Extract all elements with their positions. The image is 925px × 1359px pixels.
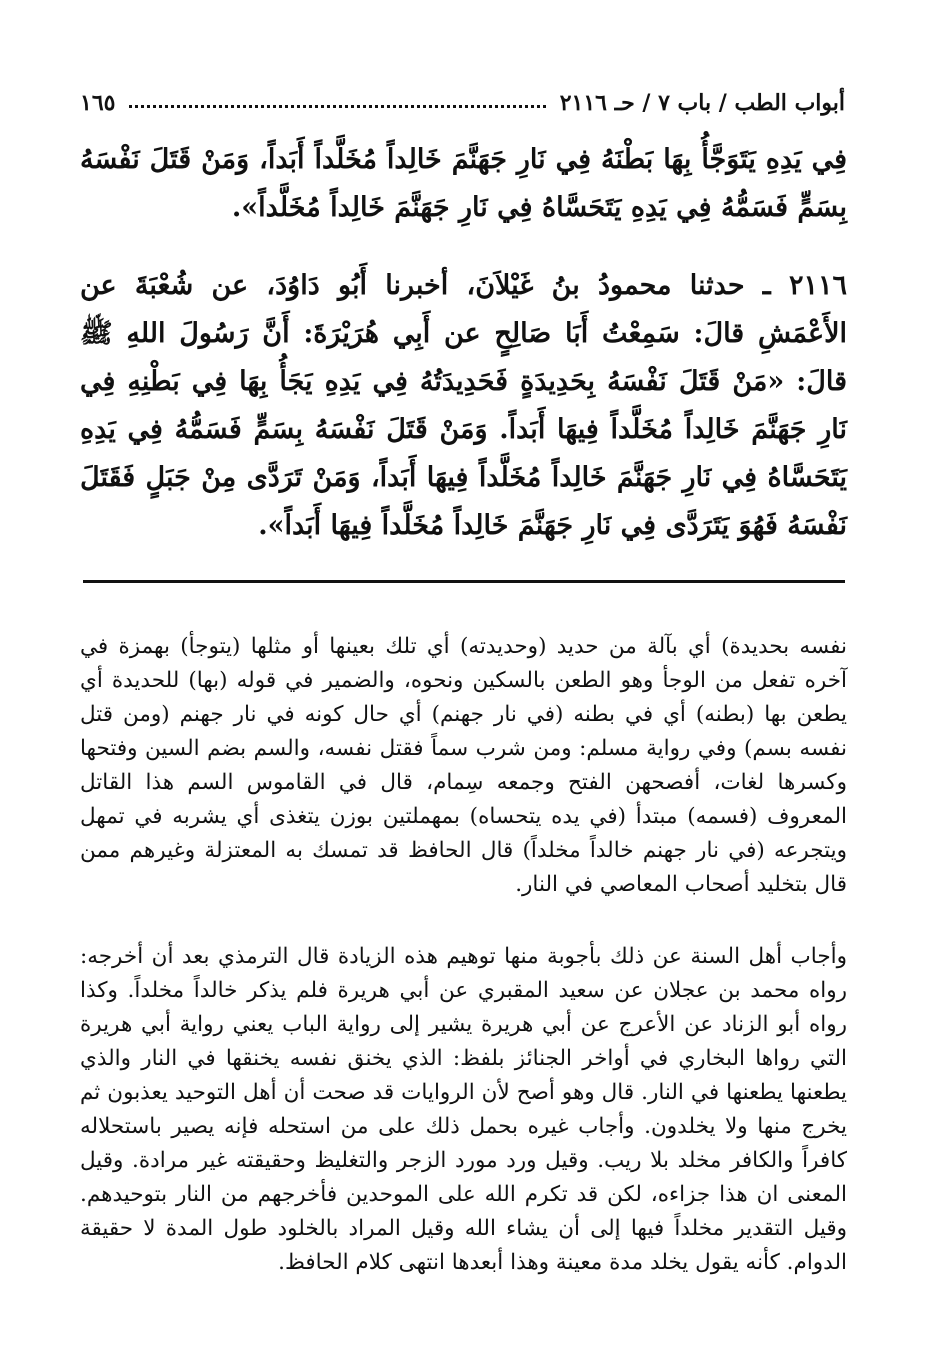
footnote-paragraph: وأجاب أهل السنة عن ذلك بأجوبة منها توهيم هذه الزيادة قال الترمذي بعد أن أخرجه: رواه محمد بن عجلان عن سعيد المقبري عن أبي هريرة فلم يذكر خالداً مخلداً. وكذا رواه أبو الزناد عن الأعرج عن أبي هريرة يشير إلى رواية الباب يعني رواية أبي هريرة التي رواها البخاري في أواخر الجنائز بلفظ: الذي يخنق نفسه يخنقها في النار والذي يطعنها يطعنها في النار. قال وهو أصح لأن الروايات قد صحت أن أهل التوحيد يعذبون ثم يخرج منها ولا يخلدون. وأجاب غيره بحمل ذلك على من استحله فإنه يصير باستحلاله كافراً والكافر مخلد بلا ريب. وقيل ورد مورد الزجر والتغليظ وحقيقته غير مرادة. وقيل المعنى ان هذا جزاءه، لكن قد تكرم الله على الموحدين فأخرجهم من النار بتوحيدهم. وقيل التقدير مخلداً فيها إلى أن يشاء الله وقيل المراد بالخلود طول المدة لا حقيقة الدوام. كأنه يقول يخلد مدة معينة وهذا أبعدها انتهى كلام الحافظ. — [80, 944, 847, 1275]
hadith-number: ٢١١٦ — [788, 270, 847, 301]
footnote-block-2 — [80, 940, 847, 1280]
hadith-text: ـ حدثنا محمودُ بنُ غَيْلاَنَ، أخبرنا أَبُو دَاوُدَ، عن شُعْبَةَ عن الأَعْمَشِ قالَ: سَمِعْتُ أَبَا صَالِحٍ عن أَبِي هُرَيْرَةَ: أَنَّ رَسُولَ اللهِ ﷺ قالَ: «مَنْ قَتَلَ نَفْسَهُ بِحَدِيدَةٍ فَحَدِيدَتُهُ فِي يَدِهِ يَجَأُ بِهَا فِي بَطْنِهِ فِي نَارِ جَهَنَّمَ خَالِداً مُخَلَّداً فِيهَا أَبَداً. وَمَنْ قَتَلَ نَفْسَهُ بِسَمٍّ فَسَمُّهُ فِي يَدِهِ يَتَحَسَّاهُ فِي نَارِ جَهَنَّمَ خَالِداً مُخَلَّداً فِيهَا أَبَداً، وَمَنْ تَرَدَّى مِنْ جَبَلٍ فَقَتَلَ نَفْسَهُ فَهُوَ يَتَرَدَّى فِي نَارِ جَهَنَّمَ خَالِداً مُخَلَّداً فِيهَا أَبَداً». — [80, 270, 847, 541]
hadith-paragraph — [80, 262, 847, 550]
footnote-divider — [83, 580, 845, 583]
main-text-continuation — [80, 136, 847, 232]
page-number: ١٦٥ — [80, 90, 116, 116]
hadith-continuation: فِي يَدِهِ يَتَوَجَّأُ بِهَا بَطْنَهُ فِي نَارِ جَهَنَّمَ خَالِداً مُخَلَّداً أَبَداً، وَمَنْ قَتَلَ نَفْسَهُ بِسَمٍّ فَسَمُّهُ فِي يَدِهِ يَتَحَسَّاهُ فِي نَارِ جَهَنَّمَ خَالِداً مُخَلَّداً». — [80, 144, 847, 223]
header-dotted-leader — [129, 105, 545, 108]
hadith-block — [80, 262, 847, 550]
footnote-block-1 — [80, 630, 847, 902]
page-header — [80, 82, 845, 116]
footnote-paragraph: نفسه بحديدة) أي بآلة من حديد (وحديدته) أي تلك بعينها أو مثلها (يتوجأ) بهمزة في آخره تفعل من الوجأ وهو الطعن بالسكين ونحوه، والضمير في قوله (بها) للحديدة أي يطعن بها (بطنه) أي في بطنه (في نار جهنم) أي حال كونه في نار جهنم (ومن قتل نفسه بسم) وفي رواية مسلم: ومن شرب سماً فقتل نفسه، والسم بضم السين وفتحها وكسرها لغات، أفصحهن الفتح وجمعه سِمام، قال في القاموس السم هذا القاتل المعروف (فسمه) مبتدأ (في يده يتحساه) بمهملتين بوزن يتغذى أي يشربه في تمهل ويتجرعه (في نار جهنم خالداً مخلداً) قال الحافظ قد تمسك به المعتزلة وغيرهم ممن قال بتخليد أصحاب المعاصي في النار. — [80, 634, 847, 897]
running-title: أبواب الطب / باب ٧ / حـ ٢١١٦ — [559, 90, 845, 116]
